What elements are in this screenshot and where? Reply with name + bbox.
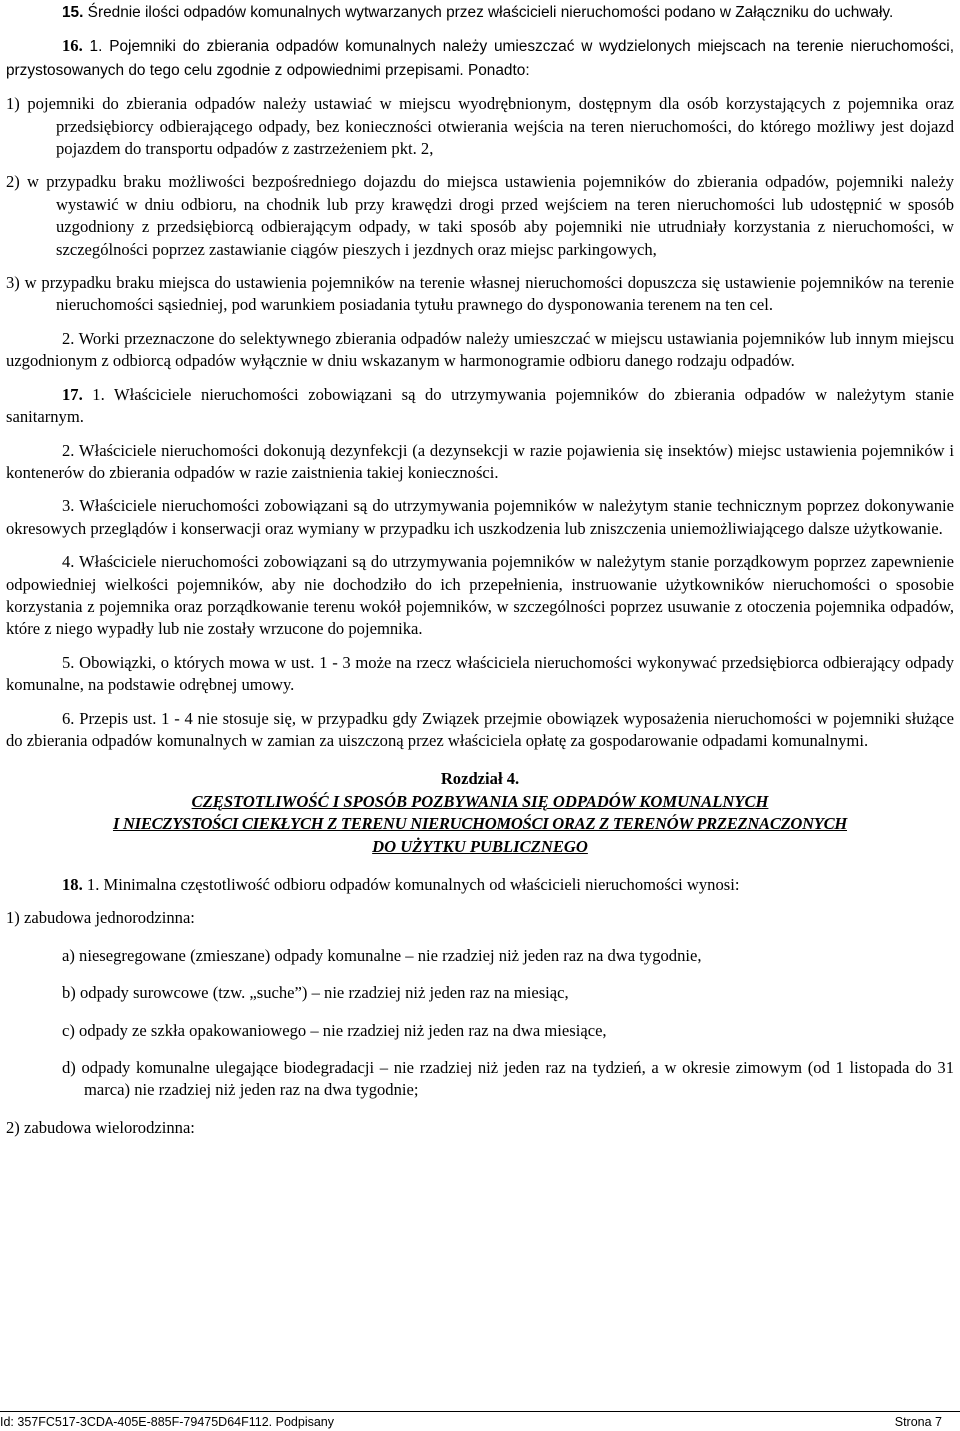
paragraph-text: 1. Właściciele nieruchomości zobowiązani są do utrzymywania pojemników do zbierania odpadów w należytym stanie sanitarnym. [6,384,954,427]
sub-list-item: d) odpady komunalne ulegające biodegradacji – nie rzadziej niż jeden raz na tydzień, a w okresie zimowym (od 1 listopada do 31 marca) nie rzadziej niż jeden raz na dwa tygodnie; [62,1058,954,1100]
paragraph-17-section-6: 6. Przepis ust. 1 - 4 nie stosuje się, w przypadku gdy Związek przejmie obowiązek wyposażenia nieruchomości w pojemniki służące do zbierania odpadów komunalnych w zamian za uiszczoną przez właściciela opłatę za gospodarowanie odpadami komunalnymi. [6,708,954,750]
list-item: 1) zabudowa jednorodzinna: [6,908,195,928]
sub-list-item: a) niesegregowane (zmieszane) odpady komunalne – nie rzadziej niż jeden raz na dwa tygodnie, [62,945,702,965]
list-item: 2) w przypadku braku możliwości bezpośredniego dojazdu do miejsca ustawienia pojemników do zbierania odpadów, pojemniki należy wystawić w dniu odbioru, na chodnik lub przy krawędzi drogi przed wejściem na teren nieruchomości lub udostępnić w sposób uzgodniony z przedsiębiorcą odbierającym odpady, w taki sposób aby pojemniki nie utrudniały korzystania z nieruchomości, w szczególności poprzez zastawianie ciągów pieszych i jezdnych oraz miejsc parkingowych, [6,172,954,259]
paragraph-text: 1. Minimalna częstotliwość odbioru odpadów komunalnych od właścicieli nieruchomości wynosi: [82,875,740,894]
list-item: 3) w przypadku braku miejsca do ustawienia pojemników na terenie własnej nieruchomości dopuszcza się ustawienie pojemników na terenie nieruchomości sąsiedniej, pod warunkiem posiadania tytułu prawnego do dysponowania terenem na ten cel. [6,273,954,315]
paragraph-15 [6,2,954,24]
chapter-title-line-1: CZĘSTOTLIWOŚĆ I SPOSÓB POZBYWANIA SIĘ ODPADÓW KOMUNALNYCH [191,791,769,811]
document-id: Id: 357FC517-3CDA-405E-885F-79475D64F112. Podpisany [0,1415,334,1429]
document-page [6,0,954,1139]
paragraph-text-cont: Ponadto: [463,61,530,79]
paragraph-text: Średnie ilości odpadów komunalnych wytwarzanych przez właścicieli nieruchomości podano w Załączniku do uchwały. [83,4,894,21]
list-item: 1) pojemniki do zbierania odpadów należy ustawiać w miejscu wyodrębnionym, dostępnym dla osób korzystających z pojemnika oraz przedsiębiorcy odbierającego odpady, bez konieczności otwierania wejścia na teren nieruchomości, do którego możliwy jest dojazd pojazdem do transportu odpadów z zastrzeżeniem pkt. 2, [6,94,954,159]
paragraph-17-section-4: 4. Właściciele nieruchomości zobowiązani są do utrzymywania pojemników w należytym stanie porządkowym poprzez zapewnienie odpowiedniej wielkości pojemników, aby nie dochodziło do ich przepełnienia, instruowanie użytkowników nieruchomości o sposobie korzystania z pojemnika oraz porządkowanie terenu wokół pojemników, w szczególności poprzez usuwanie z otoczenia pojemnika odpadów, które z niego wypadły lub nie zostały wrzucone do pojemnika. [6,552,954,639]
paragraph-17-section-5: 5. Obowiązki, o których mowa w ust. 1 - 3 może na rzecz właściciela nieruchomości wykonywać przedsiębiorca odbierający odpady komunalne, na podstawie odrębnej umowy. [6,652,954,695]
paragraph-17-section-3: 3. Właściciele nieruchomości zobowiązani są do utrzymywania pojemników w należytym stanie technicznym poprzez dokonywanie okresowych przeglądów i konserwacji oraz wymiany w przypadku ich uszkodzenia lub zniszczenia uniemożliwiającego dalsze użytkowanie. [6,496,954,538]
chapter-label: Rozdział 4. [440,769,520,789]
list-item: 2) zabudowa wielorodzinna: [6,1117,195,1137]
paragraph-text: 1. Pojemniki do zbierania odpadów komunalnych należy umieszczać w wydzielonych miejscach na terenie nieruchomości, przystosowanych do tego celu zgodnie z odpowiednimi przepisami. [6,38,954,79]
paragraph-16 [6,35,954,82]
sub-list-item: c) odpady ze szkła opakowaniowego – nie rzadziej niż jeden raz na dwa miesiące, [62,1020,607,1040]
paragraph-number: 15. [62,4,84,21]
paragraph-number: 17. [62,384,83,404]
paragraph-number: 16. [62,36,83,56]
sub-list-item: b) odpady surowcowe (tzw. „suche”) – nie rzadziej niż jeden raz na miesiąc, [62,983,569,1003]
page-footer [0,1411,960,1429]
chapter-title-line-2: I NIECZYSTOŚCI CIEKŁYCH Z TERENU NIERUCHOMOŚCI ORAZ Z TERENÓW PRZEZNACZONYCH [112,814,848,834]
paragraph-18 [6,874,954,896]
paragraph-17 [6,384,954,429]
chapter-title-line-3: DO UŻYTKU PUBLICZNEGO [372,836,588,856]
paragraph-16-section-2: 2. Worki przeznaczone do selektywnego zbierania odpadów należy umieszczać w miejscu ustawiania pojemników lub innym miejscu uzgodnionym z odbiorcą odpadów wyłącznie w dniu wskazanym w harmonogramie odbioru danego rodzaju odpadów. [6,328,954,371]
paragraph-number: 18. [62,875,83,894]
page-number: Strona 7 [894,1415,942,1429]
paragraph-17-section-2: 2. Właściciele nieruchomości dokonują dezynfekcji (a dezynsekcji w razie pojawienia się insektów) miejsc ustawienia pojemników i kontenerów do zbierania odpadów w razie zaistnienia takiej konieczności. [6,440,954,482]
